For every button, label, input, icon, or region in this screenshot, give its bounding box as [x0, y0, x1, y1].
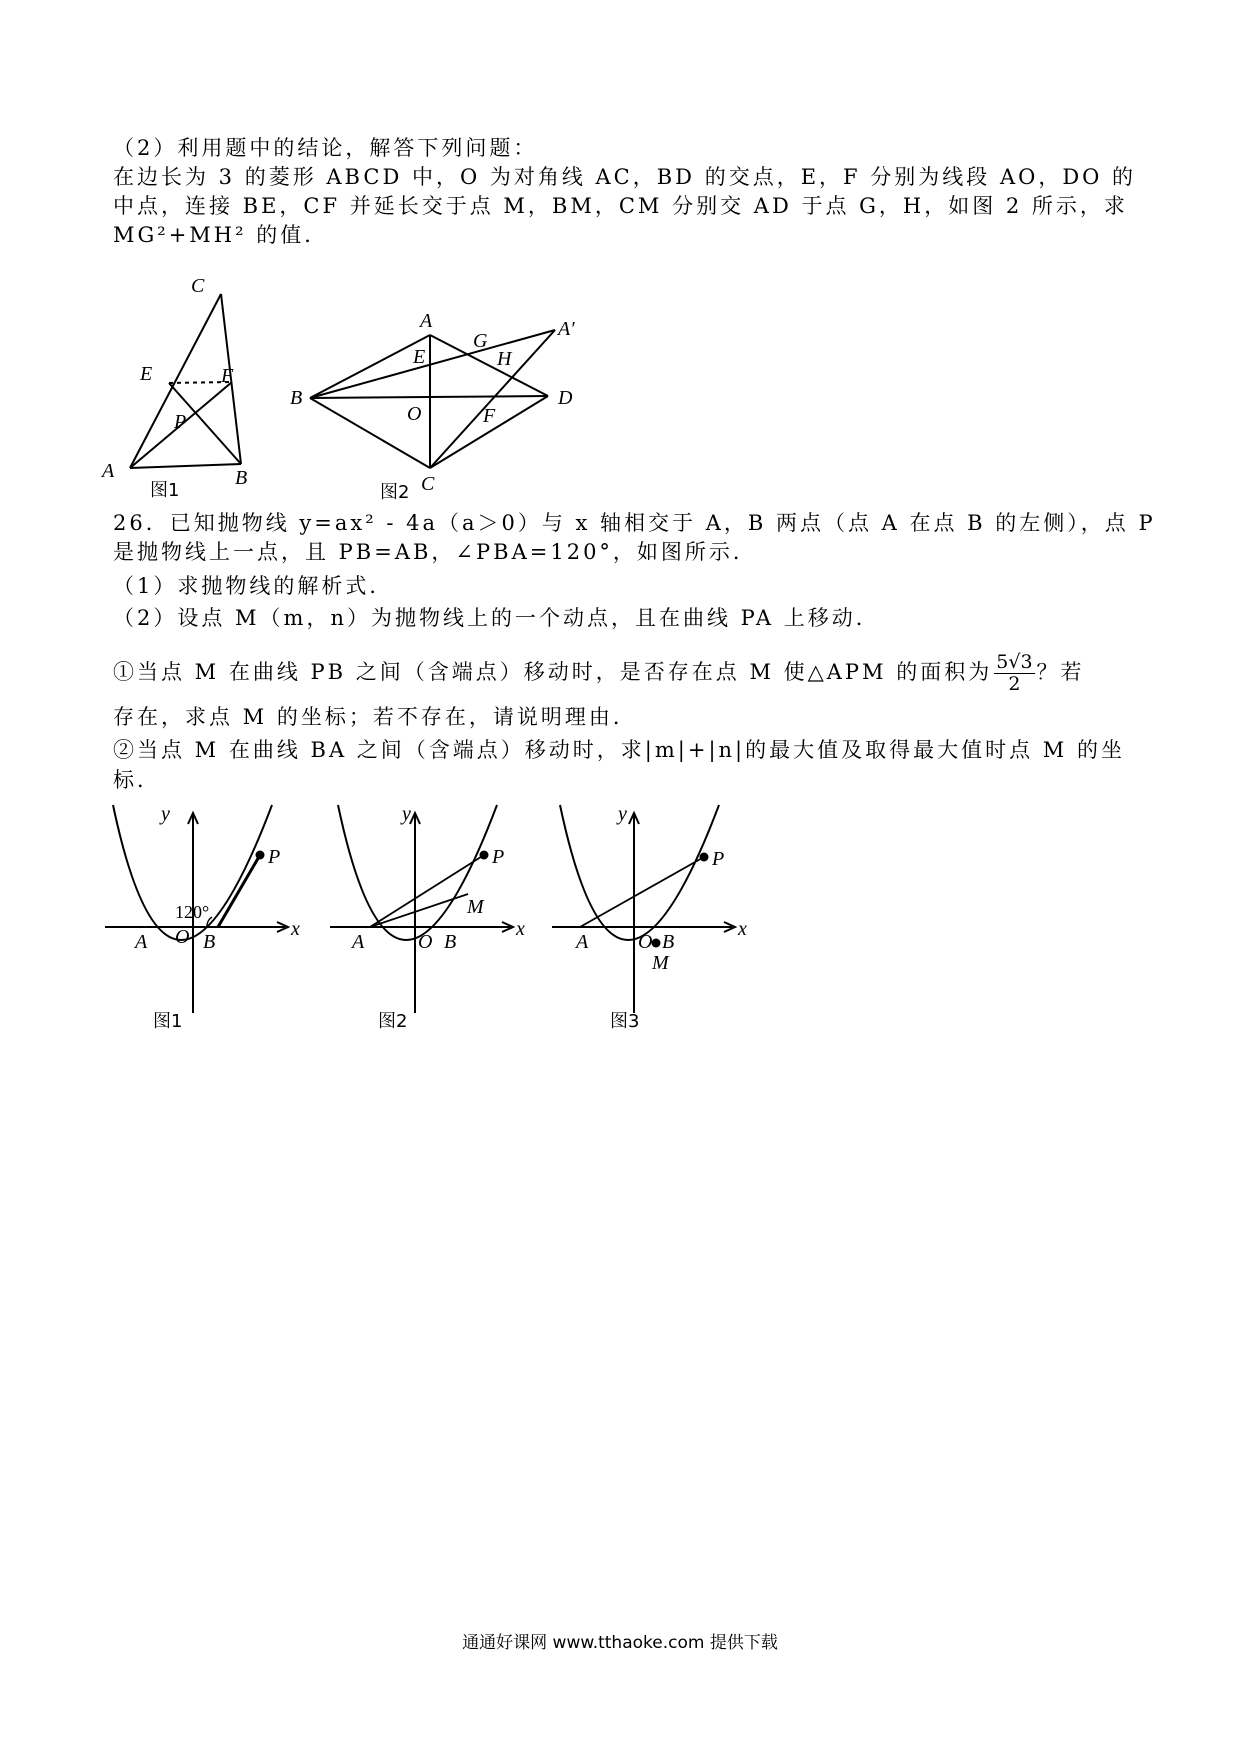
- point-p: [256, 851, 265, 860]
- segment-pb: [218, 855, 260, 927]
- point-p: [700, 853, 709, 862]
- triangle-figure: [102, 270, 303, 501]
- parabola-curve: [560, 805, 719, 940]
- part2-line3: 中点，连接 BE，CF 并延长交于点 M，BM，CM 分别交 AD 于点 G，H，如图 2 所示，求: [113, 194, 1128, 218]
- label-g: G: [473, 330, 488, 352]
- label-y: y: [402, 803, 411, 825]
- page-footer: 通通好课网 www.tthaoke.com 提供下载: [462, 1633, 778, 1653]
- line-bm: [310, 330, 555, 398]
- q26-line8: 标．: [113, 768, 161, 792]
- q26-line6: 存在，求点 M 的坐标；若不存在，请说明理由．: [113, 705, 637, 729]
- label-c: C: [421, 473, 435, 495]
- label-e: E: [413, 346, 426, 368]
- label-a-prime: A′: [558, 318, 575, 340]
- q26-line5-pre: ①当点 M 在曲线 PB 之间（含端点）移动时，是否存在点 M 使△APM 的面积为: [113, 660, 993, 684]
- q26-line4: （2）设点 M（m，n）为抛物线上的一个动点，且在曲线 PA 上移动．: [113, 606, 880, 630]
- fraction-denominator: 2: [1008, 673, 1021, 695]
- label-m: M: [652, 952, 669, 974]
- label-x: x: [738, 918, 747, 940]
- label-p: P: [712, 848, 725, 870]
- part2-line4: MG²+MH² 的值．: [113, 223, 329, 247]
- segment-am: [370, 894, 468, 927]
- label-b: B: [235, 467, 248, 489]
- label-h: H: [497, 348, 512, 370]
- label-f: F: [483, 405, 496, 427]
- label-f: F: [221, 365, 234, 387]
- side-ab: [130, 464, 241, 468]
- area-fraction: [994, 652, 1034, 695]
- label-b: B: [203, 931, 216, 953]
- q26-line2: 是抛物线上一点，且 PB=AB，∠PBA=120°，如图所示．: [113, 540, 757, 564]
- side-ba: [310, 335, 430, 398]
- label-a: A: [102, 460, 115, 482]
- parabola-figure-2: [330, 805, 535, 1035]
- q26-line3: （1）求抛物线的解析式．: [113, 574, 394, 598]
- label-p: P: [174, 411, 187, 433]
- label-c: C: [191, 275, 205, 297]
- parabola-curve: [338, 805, 497, 940]
- point-m: [652, 939, 661, 948]
- angle-label: 120°: [175, 902, 210, 922]
- label-y: y: [161, 803, 170, 825]
- q26-line5: [113, 652, 1133, 695]
- label-a: A: [135, 931, 148, 953]
- diagonal-bd: [310, 396, 548, 398]
- label-o: O: [407, 403, 422, 425]
- part2-line2: 在边长为 3 的菱形 ABCD 中，O 为对角线 AC，BD 的交点，E，F 分别为线段 AO，DO 的: [113, 165, 1137, 189]
- label-b: B: [444, 931, 457, 953]
- parabola-figure-3: [552, 805, 757, 1035]
- part2-line1: （2）利用题中的结论，解答下列问题：: [113, 136, 538, 160]
- fig-b2-caption: 图2: [378, 1011, 408, 1032]
- label-d: D: [558, 387, 573, 409]
- label-x: x: [291, 918, 300, 940]
- q26-line7: ②当点 M 在曲线 BA 之间（含端点）移动时，求|m|+|n|的最大值及取得最大值时点 M 的坐: [113, 738, 1125, 762]
- parabola-figure-1: [105, 805, 310, 1035]
- label-x: x: [516, 918, 525, 940]
- label-o: O: [175, 926, 190, 948]
- q26-line1: 26．已知抛物线 y=ax² - 4a（a＞0）与 x 轴相交于 A，B 两点（点 A 在点 B 的左侧），点 P: [113, 511, 1156, 535]
- fraction-numerator: 5√3: [996, 651, 1033, 673]
- label-a: A: [420, 310, 433, 332]
- label-b: B: [290, 387, 303, 409]
- label-m: M: [467, 896, 484, 918]
- fig-b3-caption: 图3: [610, 1011, 640, 1032]
- rhombus-figure: [290, 300, 600, 503]
- label-p: P: [268, 846, 281, 868]
- fig1-caption: 图1: [150, 480, 180, 501]
- line-cm: [430, 330, 555, 468]
- label-e: E: [140, 363, 153, 385]
- label-p: P: [492, 846, 505, 868]
- segment-ap: [580, 857, 704, 927]
- point-p: [480, 851, 489, 860]
- q26-line5-post: ？若: [1036, 660, 1085, 684]
- fig-b1-caption: 图1: [153, 1011, 183, 1032]
- fig2-caption: 图2: [380, 482, 410, 503]
- label-b: B: [662, 931, 675, 953]
- label-o: O: [418, 931, 433, 953]
- label-y: y: [618, 803, 627, 825]
- label-o: O: [638, 931, 653, 953]
- label-a: A: [576, 931, 589, 953]
- label-a: A: [352, 931, 365, 953]
- side-ad: [430, 335, 548, 396]
